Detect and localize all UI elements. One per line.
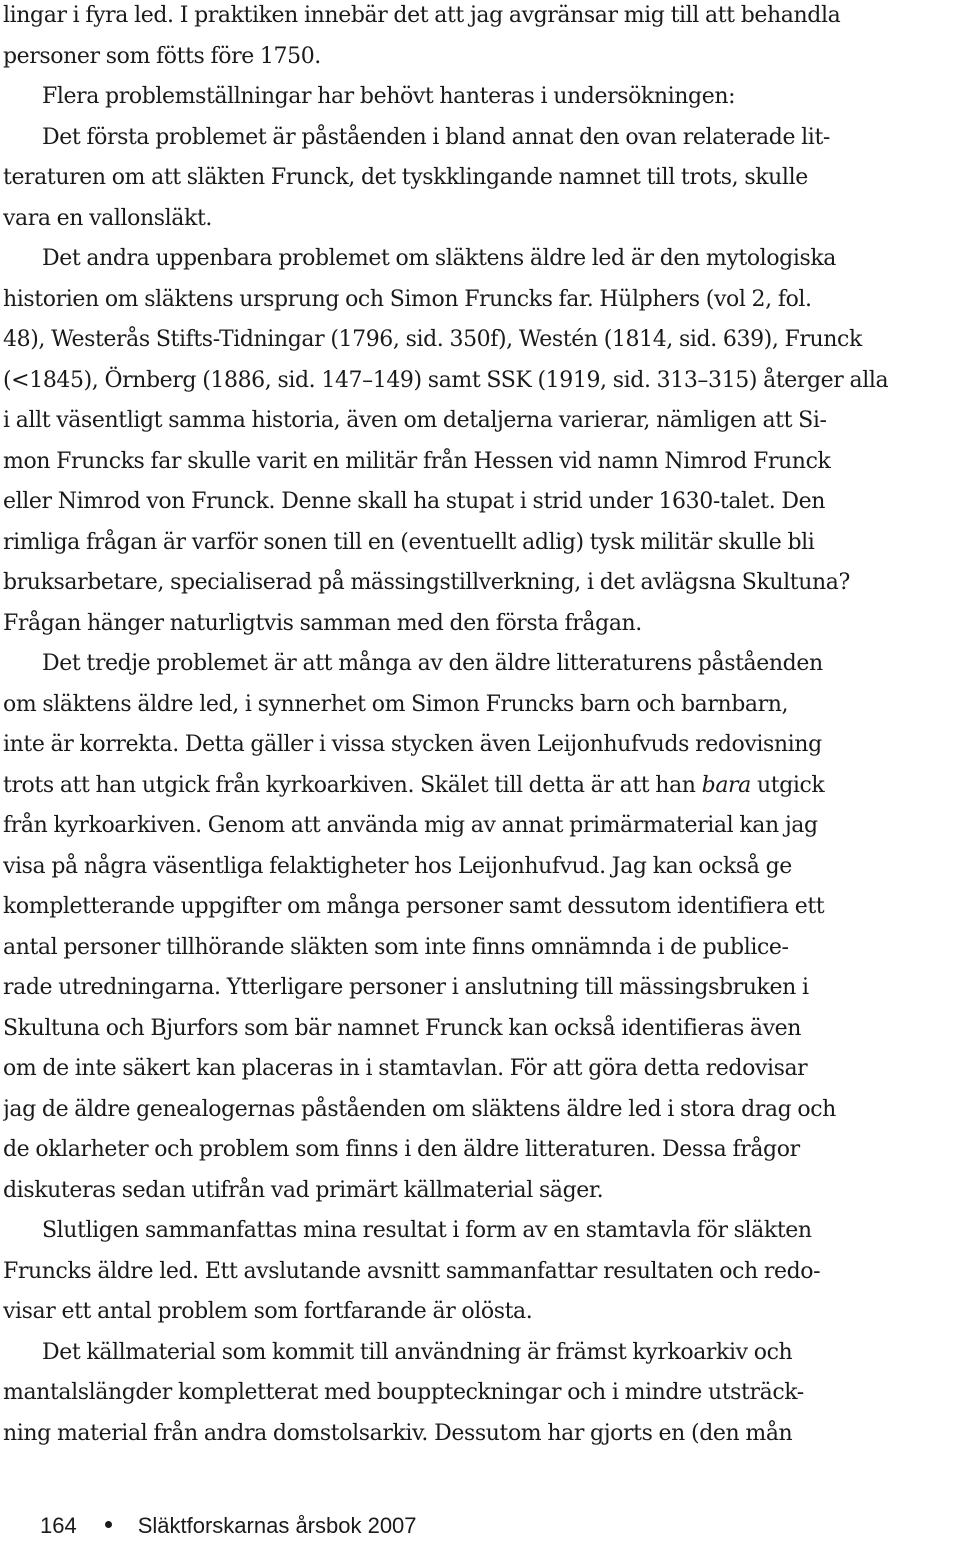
text-line: från kyrkoarkiven. Genom att använda mig av annat primärmaterial kan jag xyxy=(3,813,818,838)
text-line: om släktens äldre led, i synnerhet om Simon Fruncks barn och barnbarn, xyxy=(3,691,789,717)
body-text xyxy=(3,0,955,1454)
text-line: Flera problemställningar har behövt hanteras i undersökningen: xyxy=(42,84,736,109)
text-line: de oklarheter och problem som finns i den äldre litteraturen. Dessa frågor xyxy=(3,1137,800,1162)
page-footer xyxy=(40,1512,417,1542)
text-line: inte är korrekta. Detta gäller i vissa stycken även Leijonhufvuds redovisning xyxy=(3,732,822,757)
page-number: 164 xyxy=(40,1513,77,1539)
text-line: i allt väsentligt samma historia, även om detaljerna varierar, nämligen att Si- xyxy=(3,408,827,433)
text-line: 48), Westerås Stifts-Tidningar (1796, sid. 350f), Westén (1814, sid. 639), Frunck xyxy=(3,327,862,352)
text-line: jag de äldre genealogernas påståenden om släktens äldre led i stora drag och xyxy=(3,1096,836,1122)
text-line: (<1845), Örnberg (1886, sid. 147–149) samt SSK (1919, sid. 313–315) återger alla xyxy=(3,367,889,393)
text-line: om de inte säkert kan placeras in i stamtavlan. För att göra detta redovisar xyxy=(3,1056,808,1081)
text-line: rade utredningarna. Ytterligare personer i anslutning till mässingsbruken i xyxy=(3,975,809,1000)
text-line: diskuteras sedan utifrån vad primärt källmaterial säger. xyxy=(3,1177,604,1203)
text-line: Det andra uppenbara problemet om släktens äldre led är den mytologiska xyxy=(42,246,837,271)
text-line xyxy=(3,766,955,807)
italic-emphasis: bara xyxy=(701,772,751,798)
text-line: kompletterande uppgifter om många personer samt dessutom identifiera ett xyxy=(3,894,825,919)
bullet-separator xyxy=(105,1521,112,1528)
text-line: Det källmaterial som kommit till användning är främst kyrkoarkiv och xyxy=(42,1339,793,1365)
text-line: visa på några väsentliga felaktigheter hos Leijonhufvud. Jag kan också ge xyxy=(3,853,792,879)
text-line: teraturen om att släkten Frunck, det tyskklingande namnet till trots, skulle xyxy=(3,165,808,190)
text-line: lingar i fyra led. I praktiken innebär det att jag avgränsar mig till att behandla xyxy=(3,3,841,28)
text-line: Det tredje problemet är att många av den äldre litteraturens påståenden xyxy=(42,651,823,676)
text-line: rimliga frågan är varför sonen till en (eventuellt adlig) tysk militär skulle bli xyxy=(3,529,815,555)
text-segment: utgick xyxy=(750,772,825,798)
text-line: Skultuna och Bjurfors som bär namnet Frunck kan också identifieras även xyxy=(3,1015,802,1041)
text-line: Frågan hänger naturligtvis samman med den första frågan. xyxy=(3,610,642,636)
text-line: personer som fötts före 1750. xyxy=(3,43,321,69)
text-segment: trots att han utgick från kyrkoarkiven. Skälet till detta är att han xyxy=(3,772,702,798)
text-line: mantalslängder kompletterat med bouppteckningar och i mindre utsträck- xyxy=(3,1380,804,1405)
text-line: vara en vallonsläkt. xyxy=(3,205,212,231)
text-line: mon Fruncks far skulle varit en militär från Hessen vid namn Nimrod Frunck xyxy=(3,448,831,474)
text-line: Fruncks äldre led. Ett avslutande avsnitt sammanfattar resultaten och redo- xyxy=(3,1258,821,1284)
text-line: bruksarbetare, specialiserad på mässingstillverkning, i det avlägsna Skultuna? xyxy=(3,570,850,595)
text-line: antal personer tillhörande släkten som inte finns omnämnda i de publice- xyxy=(3,934,789,960)
text-line: visar ett antal problem som fortfarande är olösta. xyxy=(3,1299,533,1324)
text-line: historien om släktens ursprung och Simon Fruncks far. Hülphers (vol 2, fol. xyxy=(3,286,812,312)
publication-title: Släktforskarnas årsbok 2007 xyxy=(137,1513,417,1539)
text-line: ning material från andra domstolsarkiv. Dessutom har gjorts en (den mån xyxy=(3,1420,793,1446)
text-line: Slutligen sammanfattas mina resultat i form av en stamtavla för släkten xyxy=(42,1218,812,1243)
text-line: eller Nimrod von Frunck. Denne skall ha stupat i strid under 1630-talet. Den xyxy=(3,489,826,514)
text-line: Det första problemet är påståenden i bland annat den ovan relaterade lit- xyxy=(42,124,830,150)
